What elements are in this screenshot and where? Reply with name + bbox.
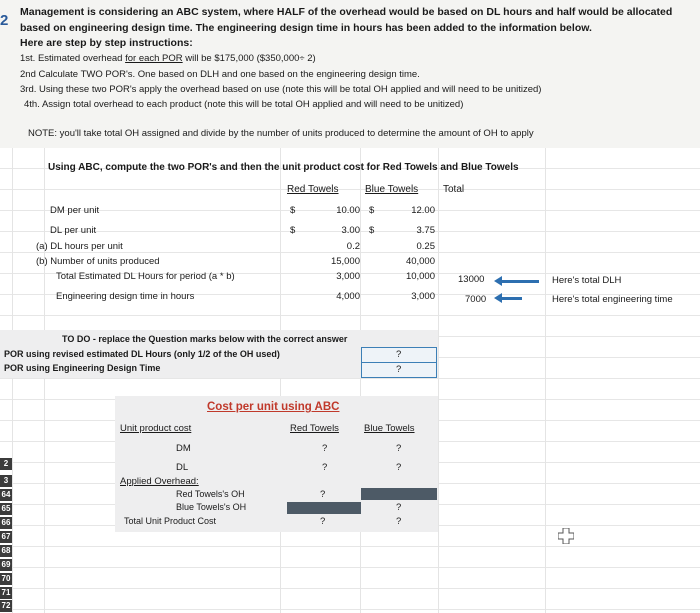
col-total: Total [443, 184, 465, 195]
table-heading: Using ABC, compute the two POR's and then the unit product cost for Red Towels and Blue Towels [48, 162, 519, 173]
por-dl-input[interactable] [361, 347, 437, 363]
units-blue[interactable]: 40,000 [405, 256, 435, 267]
intro-line-3: Here are step by step instructions: [20, 37, 193, 49]
crosshair-cursor-icon [558, 528, 574, 549]
dl-blue-currency: $ [369, 225, 375, 236]
step-3: 3rd. Using these two POR's apply the overhead based on use (note this will be total OH applied and will need to be unitized) [20, 84, 542, 95]
cost-dl-blue[interactable]: ? [396, 462, 402, 473]
arrow-left-icon [501, 297, 522, 300]
eng-label: Engineering design time in hours [56, 291, 195, 302]
applied-oh-label: Applied Overhead: [120, 476, 199, 487]
row-number[interactable]: 65 [1, 504, 11, 513]
total-eng-note: Here's total engineering time [552, 294, 673, 305]
dl-red-currency: $ [290, 225, 296, 236]
row-number[interactable]: 69 [1, 560, 11, 569]
cost-dl-label: DL [176, 462, 189, 473]
eng-red[interactable]: 4,000 [336, 291, 360, 302]
step-1 [20, 53, 316, 64]
red-oh-label: Red Towels's OH [176, 489, 245, 499]
row-number[interactable]: 68 [1, 546, 11, 555]
dl-blue-value[interactable]: 3.75 [416, 225, 435, 236]
step-2: 2nd Calculate TWO POR's. One based on DLH and one based on the engineering design time. [20, 69, 420, 80]
cost-dm-red[interactable]: ? [322, 443, 328, 454]
blue-oh-label: Blue Towels's OH [176, 502, 247, 512]
arrow-left-icon [501, 280, 539, 283]
row-number[interactable]: 66 [1, 518, 11, 527]
row-number[interactable]: 2 [0, 458, 12, 470]
note-text: NOTE: you'll take total OH assigned and divide by the number of units produced to determine the amount of OH to apply [28, 128, 534, 139]
step-4: 4th. Assign total overhead to each product (note this will be total OH applied and will need to be unitized) [24, 99, 464, 110]
dm-label: DM per unit [50, 205, 100, 216]
blue-oh-blue[interactable]: ? [396, 502, 402, 513]
red-oh-red[interactable]: ? [320, 489, 326, 500]
total-dl-label: Total Estimated DL Hours for period (a * b) [56, 271, 235, 282]
dl-label: DL per unit [50, 225, 97, 236]
eng-total[interactable]: 7000 [465, 294, 487, 305]
por-eng-value: ? [396, 364, 402, 375]
col-red-towels: Red Towels [287, 184, 339, 195]
cost-dm-blue[interactable]: ? [396, 443, 402, 454]
por-dl-label: POR using revised estimated DL Hours (only 1/2 of the OH used) [4, 349, 280, 359]
row-number[interactable]: 71 [1, 588, 11, 597]
step-1-prefix: 1st. Estimated overhead [20, 53, 126, 64]
dl-hours-blue[interactable]: 0.25 [416, 241, 435, 252]
dm-red-value[interactable]: 10.00 [336, 205, 360, 216]
total-unit-cost-blue[interactable]: ? [396, 516, 402, 527]
row-number[interactable]: 3 [0, 475, 12, 487]
cost-dm-label: DM [176, 443, 191, 454]
dl-hours-red[interactable]: 0.2 [346, 241, 360, 252]
total-unit-cost-red[interactable]: ? [320, 516, 326, 527]
step-1-link: for each POR [125, 53, 183, 64]
dm-blue-currency: $ [369, 205, 375, 216]
total-unit-cost-label: Total Unit Product Cost [124, 516, 217, 526]
row-number[interactable]: 67 [1, 532, 11, 541]
question-number: 2 [0, 12, 9, 29]
total-dlh-note: Here's total DLH [552, 275, 622, 286]
por-dl-value: ? [396, 349, 402, 360]
intro-line-1: Management is considering an ABC system, where HALF of the overhead would be based on DL hours and half would be allocated [20, 6, 673, 18]
por-eng-label: POR using Engineering Design Time [4, 363, 161, 373]
intro-line-2: based on engineering design time. The engineering design time in hours has been added to the information below. [20, 22, 592, 34]
total-dl-blue[interactable]: 10,000 [405, 271, 435, 282]
row-number[interactable]: 72 [1, 601, 11, 610]
cost-col-blue: Blue Towels [364, 423, 415, 434]
eng-blue[interactable]: 3,000 [411, 291, 435, 302]
por-eng-input[interactable] [361, 362, 437, 378]
total-dl-total[interactable]: 13000 [458, 274, 485, 285]
spreadsheet-grid[interactable] [0, 148, 700, 613]
row-number[interactable]: 64 [1, 490, 11, 499]
total-dl-red[interactable]: 3,000 [336, 271, 360, 282]
dm-red-currency: $ [290, 205, 296, 216]
dl-hours-label: (a) DL hours per unit [36, 241, 123, 252]
cost-title: Cost per unit using ABC [207, 401, 340, 413]
dl-red-value[interactable]: 3.00 [341, 225, 360, 236]
dm-blue-value[interactable]: 12.00 [411, 205, 435, 216]
units-red[interactable]: 15,000 [330, 256, 360, 267]
cost-dl-red[interactable]: ? [322, 462, 328, 473]
col-blue-towels: Blue Towels [365, 184, 419, 195]
units-label: (b) Number of units produced [36, 256, 160, 267]
unit-cost-label: Unit product cost [120, 423, 192, 434]
step-1-suffix: will be $175,000 ($350,000÷ 2) [182, 53, 316, 64]
cost-col-red: Red Towels [290, 423, 339, 434]
row-number[interactable]: 70 [1, 574, 11, 583]
todo-title: TO DO - replace the Question marks below with the correct answer [62, 334, 348, 344]
